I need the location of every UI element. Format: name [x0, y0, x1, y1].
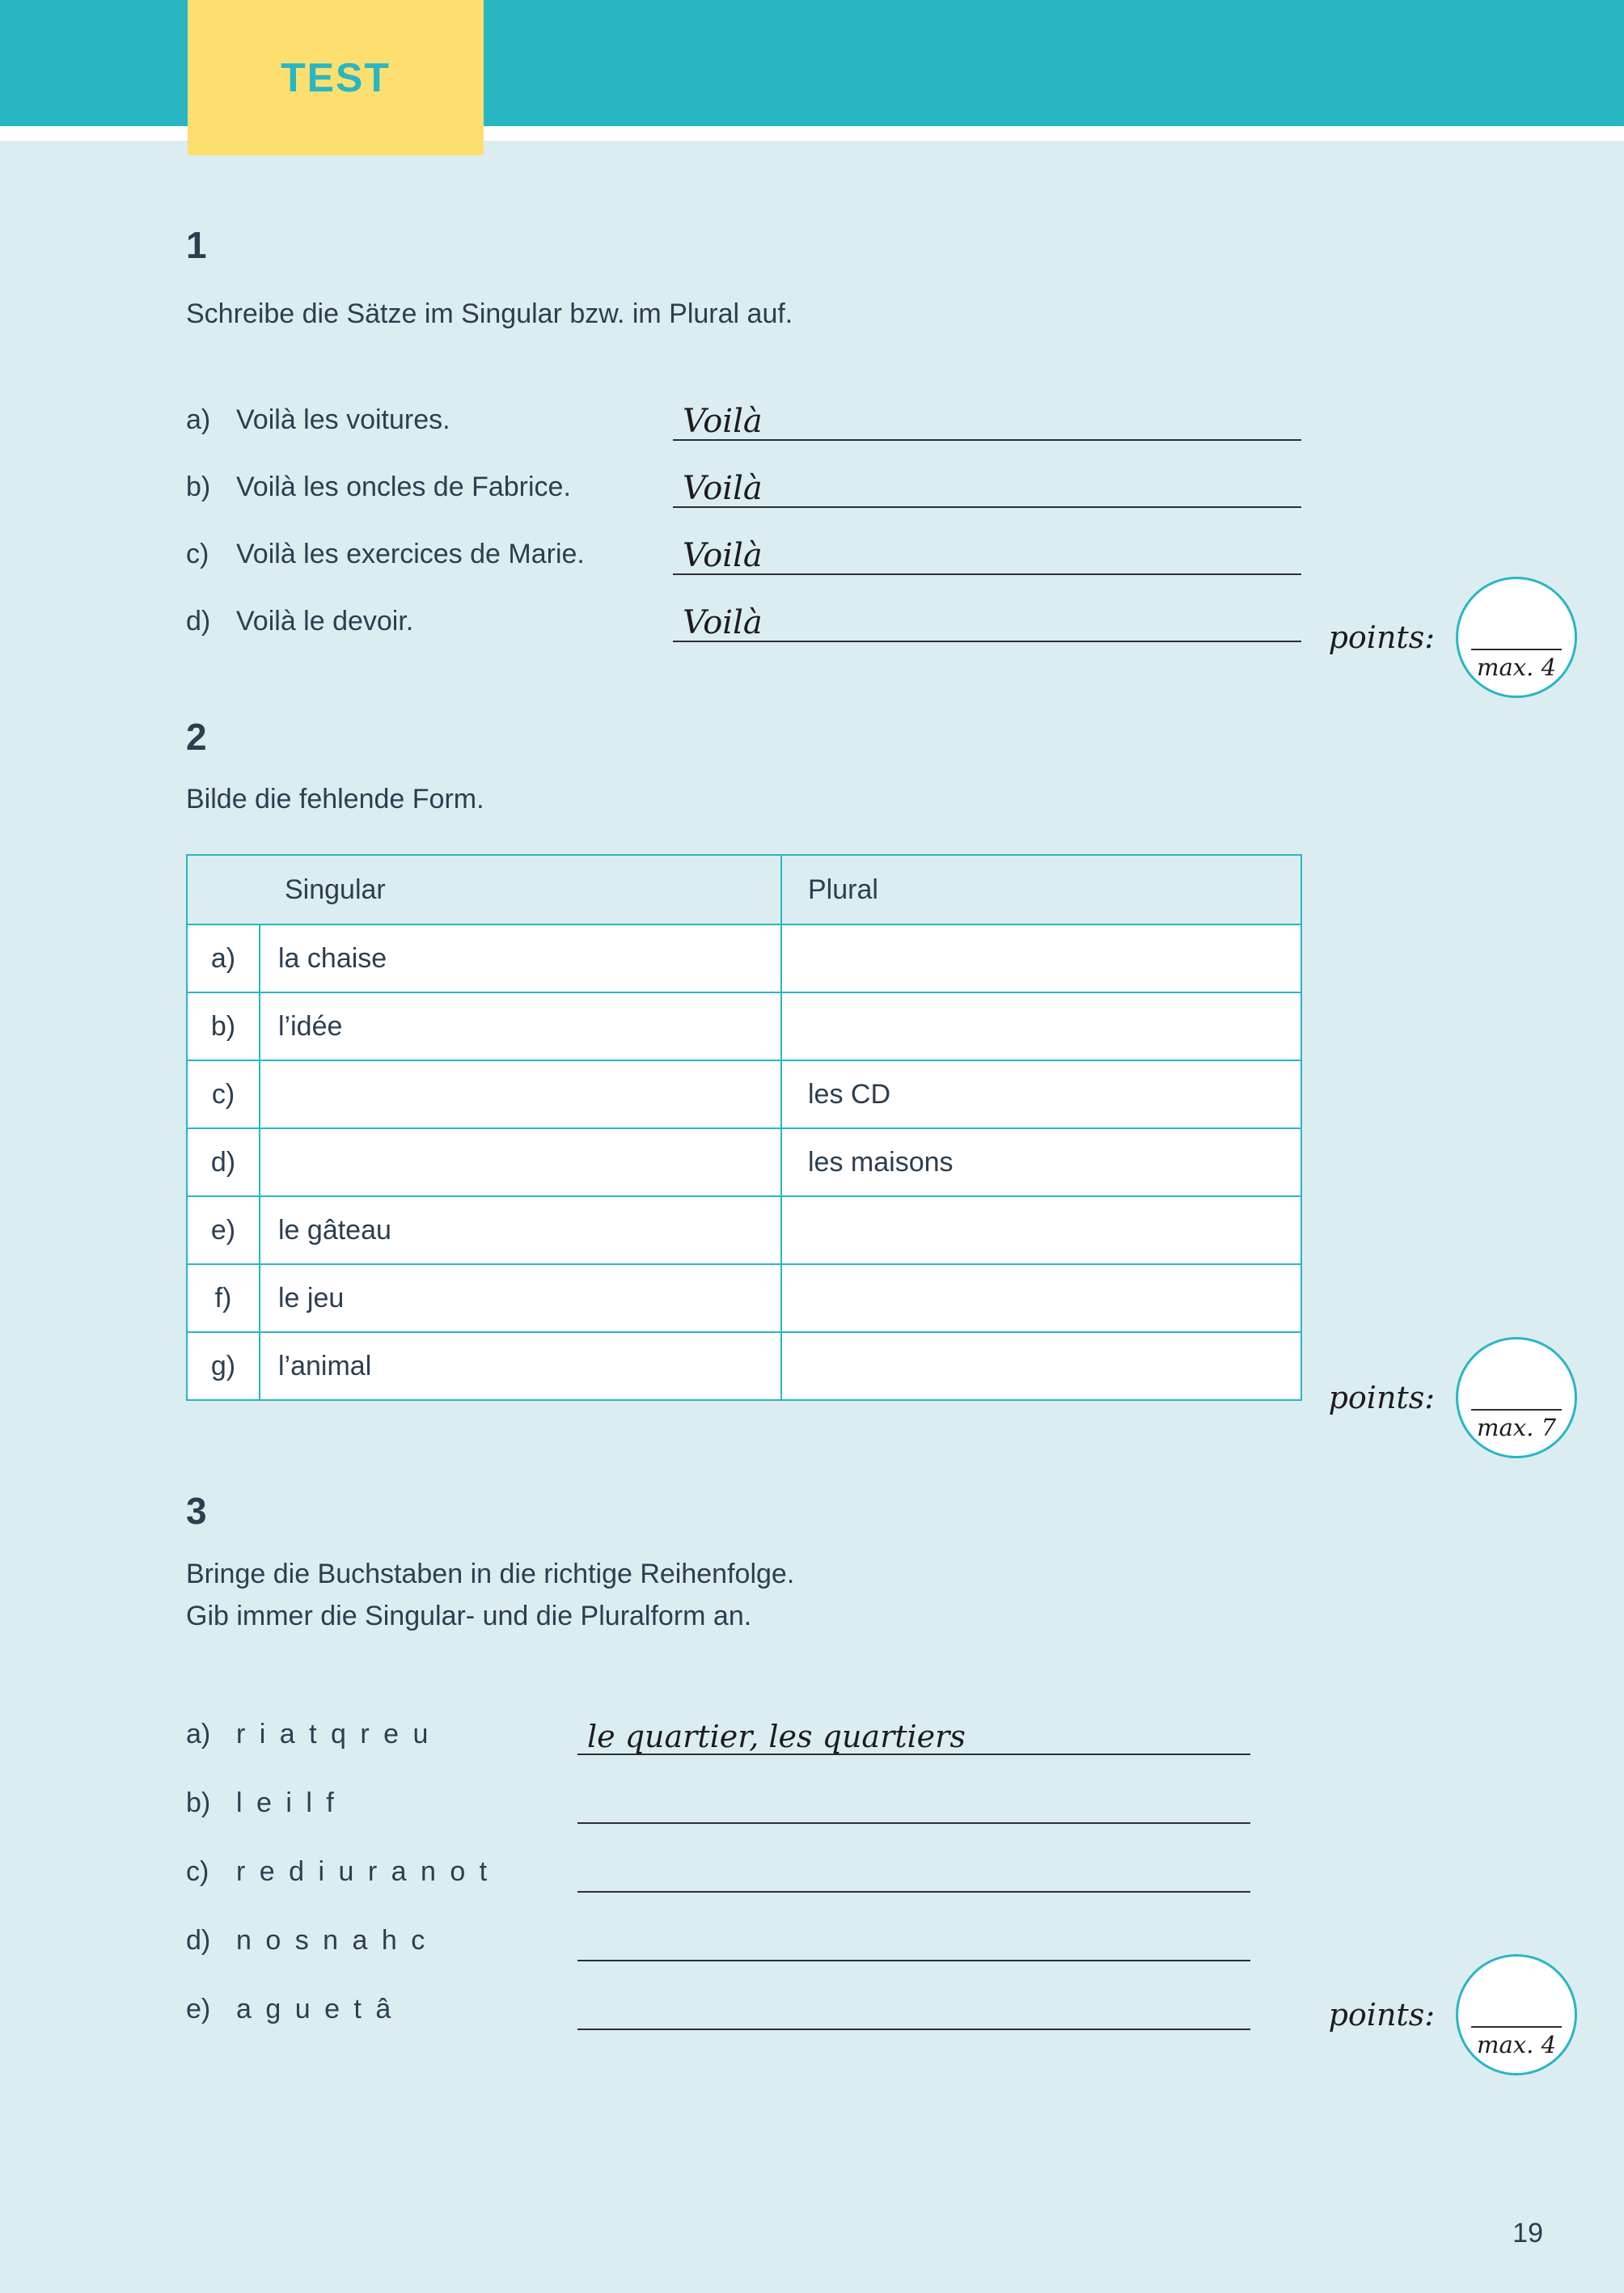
- answer-blank[interactable]: [577, 1708, 1250, 1755]
- answer-blank[interactable]: [577, 1983, 1250, 2030]
- table-row-g: [188, 1331, 1300, 1399]
- scrambled-letters: r e d i u r a n o t: [236, 1856, 491, 1887]
- table-row-e: [188, 1195, 1300, 1263]
- row-letter: c): [188, 1061, 260, 1127]
- score-line: [1471, 649, 1562, 650]
- exercise-3-item-a: [186, 1686, 1250, 1755]
- table-row-b: [188, 992, 1300, 1060]
- row-letter: d): [188, 1129, 260, 1195]
- singular-cell: le gâteau: [260, 1197, 782, 1263]
- item-prompt: Voilà les oncles de Fabrice.: [236, 472, 571, 502]
- singular-cell: la chaise: [260, 925, 782, 992]
- handwritten-answer: [577, 1889, 587, 1891]
- item-prompt: Voilà les voitures.: [236, 404, 450, 435]
- test-tab: [188, 0, 484, 155]
- handwritten-answer: le quartier, les quartiers: [587, 1719, 966, 1754]
- score-line: [1471, 2026, 1562, 2028]
- exercise-2-number: 2: [186, 716, 207, 758]
- item-letter: b): [186, 1787, 211, 1818]
- exercise-3-number: 3: [186, 1490, 207, 1532]
- item-letter: d): [186, 1925, 211, 1956]
- answer-blank[interactable]: [577, 1914, 1250, 1961]
- max-points-label: max. 4: [1476, 2031, 1557, 2058]
- answer-blank[interactable]: [577, 1777, 1250, 1824]
- scrambled-letters: l e i l f: [236, 1787, 337, 1818]
- exercise-3-instruction-line1: Bringe die Buchstaben in die richtige Reihenfolge.: [186, 1559, 795, 1589]
- singular-cell: l’animal: [260, 1333, 782, 1399]
- plural-table: [186, 854, 1302, 1401]
- points-badge-exercise-3: [1329, 1954, 1577, 2075]
- answer-blank[interactable]: [673, 595, 1301, 642]
- table-row-f: [188, 1263, 1300, 1331]
- exercise-1-number: 1: [186, 224, 207, 266]
- score-line: [1471, 1409, 1562, 1411]
- exercise-1-item-b: [186, 441, 1301, 508]
- plural-cell: les maisons: [808, 1146, 954, 1178]
- points-circle[interactable]: [1456, 1337, 1577, 1458]
- scrambled-letters: a g u e t â: [236, 1994, 395, 2024]
- item-letter: e): [186, 1994, 211, 2024]
- exercise-3-item-c: [186, 1824, 1250, 1893]
- handwritten-answer: [577, 1821, 587, 1822]
- row-letter: e): [188, 1197, 260, 1263]
- exercise-1-item-c: [186, 508, 1301, 575]
- exercise-3-item-e: [186, 1961, 1250, 2030]
- handwritten-answer: [577, 2027, 587, 2029]
- singular-cell[interactable]: [260, 1061, 782, 1127]
- exercise-3-item-d: [186, 1893, 1250, 1961]
- exercise-3-item-b: [186, 1755, 1250, 1824]
- plural-cell[interactable]: [782, 993, 1300, 1060]
- exercise-3-items: [186, 1686, 1250, 2030]
- exercise-3-instruction-line2: Gib immer die Singular- und die Pluralform an.: [186, 1601, 752, 1631]
- max-points-label: max. 4: [1476, 654, 1557, 681]
- points-badge-exercise-1: [1329, 577, 1577, 698]
- handwritten-answer: [577, 1958, 587, 1960]
- singular-cell: l’idée: [260, 993, 782, 1060]
- scrambled-letters: n o s n a h c: [236, 1925, 429, 1956]
- item-letter: c): [186, 1856, 209, 1887]
- scrambled-letters: r i a t q r e u: [236, 1719, 432, 1749]
- answer-blank[interactable]: [577, 1846, 1250, 1893]
- max-points-label: max. 7: [1476, 1414, 1557, 1441]
- points-badge-exercise-2: [1329, 1337, 1577, 1458]
- points-circle[interactable]: [1456, 1954, 1577, 2075]
- table-row-d: [188, 1127, 1300, 1195]
- plural-cell: les CD: [808, 1078, 891, 1110]
- test-tab-label: TEST: [281, 55, 391, 100]
- table-header-plural: Plural: [808, 874, 878, 905]
- page-number: 19: [1512, 2218, 1543, 2249]
- item-letter: b): [186, 472, 211, 502]
- handwritten-answer: Voilà: [683, 604, 763, 641]
- points-label: points:: [1328, 1997, 1435, 2033]
- plural-cell[interactable]: [782, 1197, 1300, 1263]
- item-letter: a): [186, 1719, 211, 1749]
- exercise-3-instruction: [186, 1553, 794, 1637]
- handwritten-answer: Voilà: [683, 403, 763, 440]
- exercise-2-instruction: Bilde die fehlende Form.: [186, 784, 484, 814]
- exercise-1-item-a: [186, 374, 1301, 441]
- points-label: points:: [1328, 1380, 1435, 1415]
- exercise-1-item-d: [186, 575, 1301, 642]
- points-circle[interactable]: [1456, 577, 1577, 698]
- item-letter: a): [186, 404, 211, 435]
- answer-blank[interactable]: [673, 528, 1301, 575]
- table-row-c: [188, 1060, 1300, 1127]
- row-letter: b): [188, 993, 260, 1060]
- plural-cell[interactable]: [782, 1333, 1300, 1399]
- row-letter: g): [188, 1333, 260, 1399]
- item-letter: c): [186, 539, 209, 569]
- item-prompt: Voilà le devoir.: [236, 606, 414, 637]
- item-letter: d): [186, 606, 211, 637]
- item-prompt: Voilà les exercices de Marie.: [236, 539, 585, 569]
- answer-blank[interactable]: [673, 394, 1301, 441]
- row-letter: f): [188, 1265, 260, 1331]
- table-row-a: [188, 924, 1300, 992]
- singular-cell: le jeu: [260, 1265, 782, 1331]
- handwritten-answer: Voilà: [683, 470, 763, 507]
- answer-blank[interactable]: [673, 461, 1301, 508]
- singular-cell[interactable]: [260, 1129, 782, 1195]
- table-header-singular: Singular: [188, 856, 782, 924]
- points-label: points:: [1328, 620, 1435, 655]
- plural-cell[interactable]: [782, 925, 1300, 992]
- exercise-1-instruction: Schreibe die Sätze im Singular bzw. im Plural auf.: [186, 298, 793, 329]
- exercise-1-items: [186, 374, 1301, 642]
- handwritten-answer: Voilà: [683, 537, 763, 574]
- plural-cell[interactable]: [782, 1265, 1300, 1331]
- table-header-row: [188, 856, 1300, 924]
- row-letter: a): [188, 925, 260, 992]
